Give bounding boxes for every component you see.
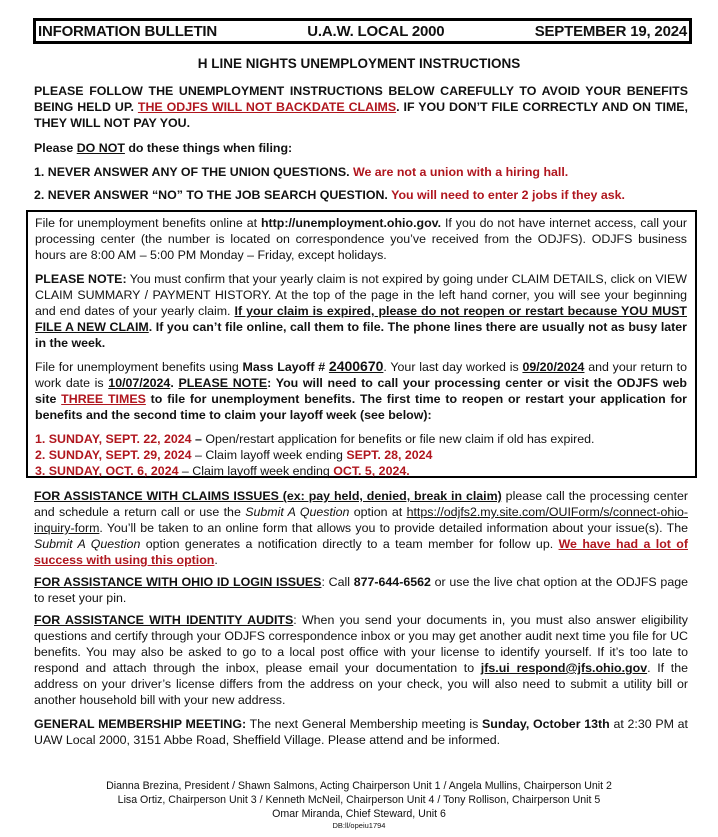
login-assistance-paragraph [34,574,688,606]
schedule-item [35,431,595,447]
rule-1 [34,164,688,180]
audits-text-2: . If the address on your driver’s license differs from the address on your check, you will also need to submit a utility bill or another household bill with your new address. [34,661,688,707]
footer-line: Dianna Brezina, President / Shawn Salmons, Acting Chairperson Unit 1 / Angela Mullins, Chairperson Unit 2 [106,780,612,792]
respond-email[interactable]: jfs.ui_respond@jfs.ohio.gov [480,661,648,675]
claims-heading: FOR ASSISTANCE WITH CLAIMS ISSUES (ex: pay held, denied, break in claim) [34,489,502,503]
meeting-heading: GENERAL MEMBERSHIP MEETING: [34,717,247,731]
page-title: H LINE NIGHTS UNEMPLOYMENT INSTRUCTIONS [197,56,521,71]
layoff-text-2: . Your last day worked is [383,360,523,374]
submit-question-option-2: Submit A Question [34,537,141,551]
note-text-1: You must confirm that your yearly claim is not expired by going under CLAIM DETAILS, click on VIEW CLAIM SUMMARY / PAYMENT HISTORY. At the top of the page in the left hand corner, you will see your beginning and end dates of your yearly claim. [35,272,688,318]
meeting-date: Sunday, October 13th [482,717,610,731]
login-heading: FOR ASSISTANCE WITH OHIO ID LOGIN ISSUES [34,575,322,589]
schedule-desc: Claim layoff week ending [205,448,347,462]
success-note: We have had a lot of success with using this option [34,537,688,567]
union-label-code: DB:ll/opeiu1794 [332,821,386,830]
rule-2-text: 2. NEVER ANSWER “NO” TO THE JOB SEARCH QUESTION. [34,188,392,202]
layoff-text-4: . [170,376,179,390]
schedule-item [35,463,595,479]
online-filing-paragraph [35,215,687,263]
claims-text-2: option at [349,505,407,519]
last-day-worked: 09/20/2024 [522,360,585,374]
layoff-text-3: and your return to work date is [35,360,687,390]
filing-schedule [35,431,595,479]
schedule-date: 1. SUNDAY, SEPT. 22, 2024 [35,432,192,446]
schedule-item [35,447,595,463]
schedule-sep: – [191,448,206,462]
backdate-warning: THE ODJFS WILL NOT BACKDATE CLAIMS [137,100,397,114]
meeting-text-2: at 2:30 PM at UAW Local 2000, 3151 Abbe Road, Sheffield Village. Please attend and be informed. [34,717,688,747]
footer-line: Omar Miranda, Chief Steward, Unit 6 [272,808,446,820]
rule-2-note: You will need to enter 2 jobs if they ask. [391,188,625,202]
rule-2 [34,187,688,203]
expired-claim-warning: If your claim is expired, please do not reopen or restart because YOU MUST FILE A NEW CLAIM [35,304,687,334]
login-phone: 877-644-6562 [353,575,431,589]
note-text-2: . If you can’t file online, call them to file. The phone lines there are usually not as busy later in the week. [35,320,687,350]
intro-paragraph [34,83,688,131]
online-text-2: If you do not have internet access, call your processing center (the number is located on correspondence you’ve received from the ODJFS). ODJFS business hours are 8:00 AM – 5:00 PM Monday – Friday, except holidays. [35,216,687,262]
audits-heading: FOR ASSISTANCE WITH IDENTITY AUDITS [34,613,294,627]
please-note-label: PLEASE NOTE: [35,272,127,286]
do-not-emph: DO NOT [76,141,125,155]
schedule-desc: Claim layoff week ending [192,464,334,478]
claims-end: . [214,553,218,567]
schedule-date: 3. SUNDAY, OCT. 6, 2024 [35,464,179,478]
schedule-end: SEPT. 28, 2024 [346,448,433,462]
intro-text-1: PLEASE FOLLOW THE UNEMPLOYMENT INSTRUCTIONS BELOW CAREFULLY TO AVOID YOUR BENEFITS BEING HELD UP. [34,84,688,114]
schedule-sep: – [178,464,193,478]
rule-1-note: We are not a union with a hiring hall. [352,165,569,179]
layoff-note-label: PLEASE NOTE [178,376,268,390]
inquiry-form-link[interactable]: https://odjfs2.my.site.com/OUIForm/s/connect-ohio-inquiry-form [34,505,688,535]
footer-line: Lisa Ortiz, Chairperson Unit 3 / Kenneth McNeil, Chairperson Unit 4 / Tony Rollison, Chairperson Unit 5 [117,794,601,806]
officers-footer [0,779,718,830]
unemployment-url[interactable]: http://unemployment.ohio.gov. [260,216,442,230]
header-date: SEPTEMBER 19, 2024 [534,22,687,40]
bulletin-header [33,18,692,44]
header-center: U.A.W. LOCAL 2000 [307,22,445,40]
filing-instructions-box [26,210,697,478]
submit-question-option: Submit A Question [245,505,350,519]
claims-assistance-paragraph [34,488,688,568]
schedule-date: 2. SUNDAY, SEPT. 29, 2024 [35,448,192,462]
return-date: 10/07/2024 [108,376,171,390]
login-text-2: or use the live chat option at the ODJFS page to reset your pin. [34,575,688,605]
layoff-text-6: to file for unemployment benefits. The first time to reopen or restart your application for benefits and the second time to claim your layoff week (see below): [35,392,687,422]
schedule-desc: Open/restart application for benefits or file new claim if old has expired. [205,432,595,446]
claims-text-3: . You’ll be taken to an online form that allows you to provide detailed information about your issue(s). The [99,521,688,535]
claims-text-4: option generates a notification directly to a team member for follow up. [140,537,559,551]
do-not-suffix: do these things when filing: [124,141,293,155]
schedule-sep: – [191,432,206,446]
login-text-1: : Call [321,575,354,589]
please-note-paragraph [35,271,687,351]
layoff-text-5: : You will need to call your processing center or visit the ODJFS web site [35,376,688,406]
three-times: THREE TIMES [61,392,146,406]
mass-layoff-label: Mass Layoff # [242,360,329,374]
meeting-text-1: The next General Membership meeting is [246,717,483,731]
do-not-heading [34,140,688,156]
audits-text-1: : When you send your documents in, you must also answer eligibility questions and certify through your ODJFS correspondence inbox or you may get another audit next time you file for UC benefits. You may also be asked to go to a local post office with your license to identify yourself. If it’s too late to respond and attach through the inbox, please email your documentation to [34,613,688,675]
mass-layoff-paragraph [35,358,687,423]
claims-text-1: please call the processing center and schedule a return call or use the [34,489,688,519]
identity-audits-paragraph [34,612,688,708]
rule-1-text: 1. NEVER ANSWER ANY OF THE UNION QUESTIONS. [34,165,353,179]
do-not-prefix: Please [34,141,77,155]
mass-layoff-number: 2400670 [328,358,384,374]
membership-meeting-paragraph [34,716,688,748]
layoff-text-1: File for unemployment benefits using [35,360,243,374]
header-left: INFORMATION BULLETIN [38,22,218,40]
intro-text-2: . IF YOU DON’T FILE CORRECTLY AND ON TIME, THEY WILL NOT PAY YOU. [34,100,688,130]
online-text-1: File for unemployment benefits online at [35,216,261,230]
schedule-end: OCT. 5, 2024. [333,464,410,478]
